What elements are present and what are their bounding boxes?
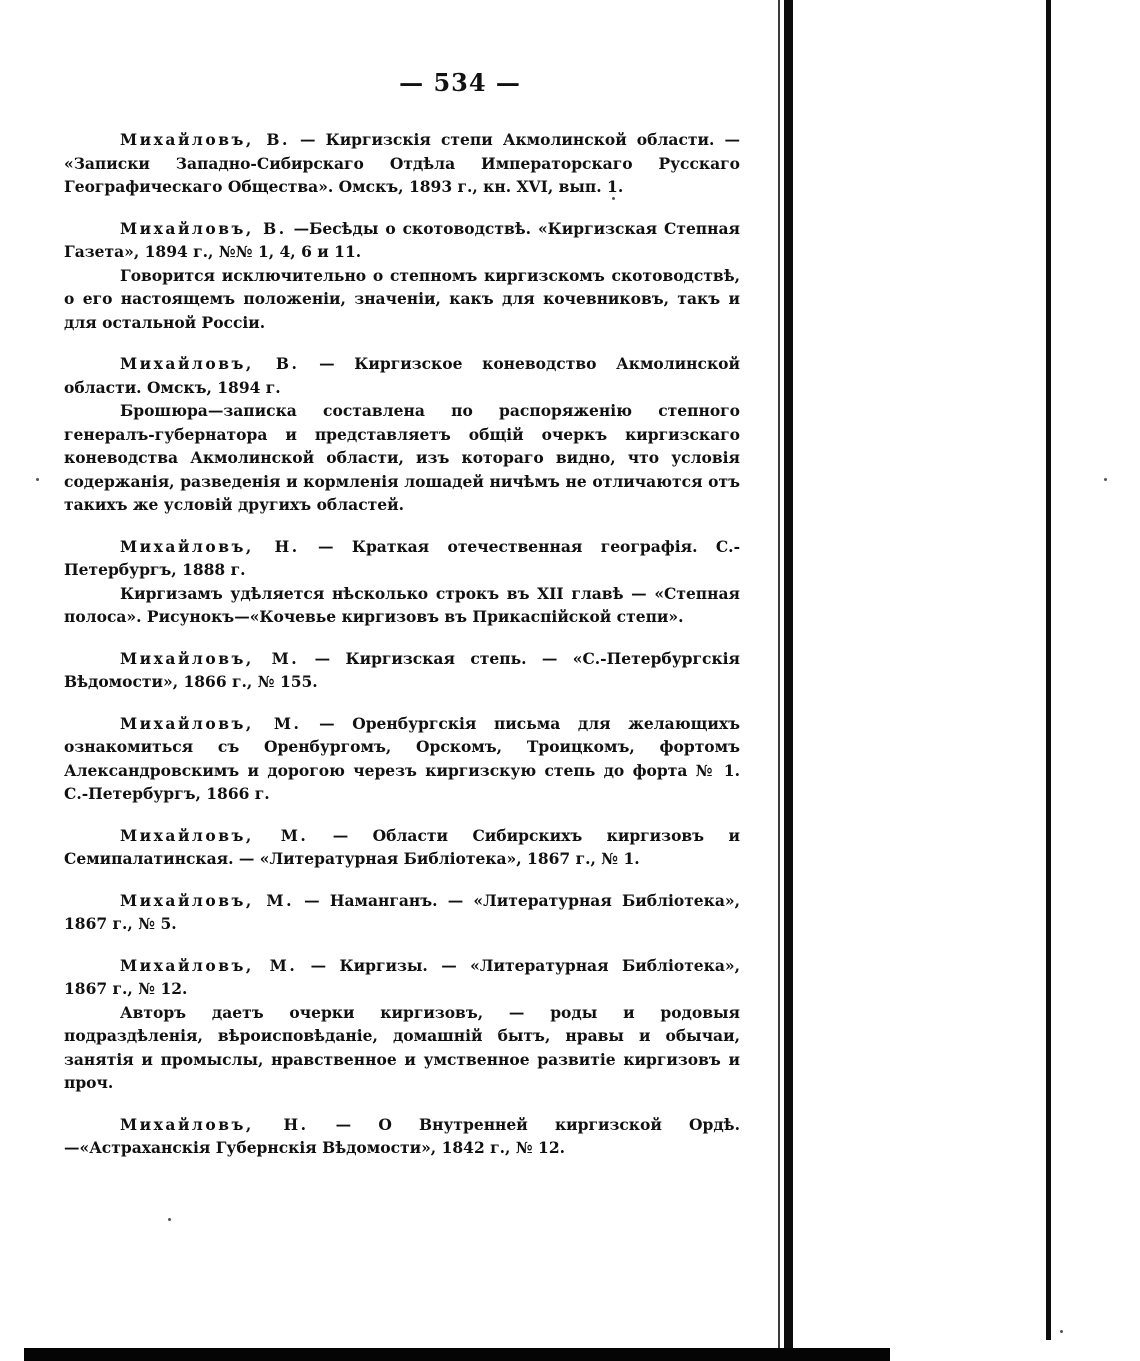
bibliography-list <box>64 128 740 1178</box>
entry-author: Михайловъ, Н. <box>120 536 300 556</box>
bibliography-entry <box>64 647 740 694</box>
entry-author: Михайловъ, М. <box>120 825 309 845</box>
entry-citation <box>64 889 740 936</box>
entry-author: Михайловъ, Н. <box>120 1114 309 1134</box>
bibliography-entry <box>64 217 740 335</box>
entry-author: Михайловъ, В. <box>120 130 290 149</box>
bibliography-entry <box>64 954 740 1095</box>
scan-bottom-border <box>24 1348 890 1361</box>
entry-text: — Киргизы. — «Литературная Библіотека», 1867 г., № 12. <box>64 955 740 998</box>
scan-speck <box>1104 478 1107 481</box>
entry-author: Михайловъ, М. <box>120 648 300 668</box>
entry-author: Михайловъ, М. <box>120 713 302 733</box>
entry-text: — Наманганъ. — «Литературная Библіотека», 1867 г., № 5. <box>64 890 740 933</box>
entry-text: — Краткая отечественная географія. С.-Петербургъ, 1888 г. <box>64 536 741 579</box>
next-page-edge <box>1046 0 1051 1340</box>
bibliography-entry <box>64 889 740 936</box>
entry-citation <box>64 1113 740 1160</box>
bibliography-entry <box>64 128 740 199</box>
scan-speck <box>168 1218 171 1221</box>
bibliography-entry <box>64 352 740 517</box>
bibliography-entry <box>64 712 740 806</box>
entry-annotation: Говорится исключительно о степномъ киргизскомъ скотоводствѣ, о его настоящемъ положеніи, значеніи, какъ для кочевниковъ, такъ и для остальной Россіи. <box>64 265 740 332</box>
entry-text: — Киргизская степь. — «С.-Петербургскія Вѣдомости», 1866 г., № 155. <box>64 648 740 691</box>
bibliography-entry <box>64 824 740 871</box>
entry-text: — Киргизскія степи Акмолинской области. — «Записки Западно-Сибирскаго Отдѣла Императорскаго Русскаго Географическаго Общества». Омскъ, 1893 г., кн. XVI, вып. 1. <box>64 130 740 196</box>
entry-citation <box>64 954 740 1001</box>
entry-text: — Оренбургскія письма для желающихъ ознакомиться съ Оренбургомъ, Орскомъ, Троицкомъ, фортомъ Александровскимъ и дорогою черезъ киргизскую степь до форта № 1. С.-Петербургъ, 1866 г. <box>64 713 740 803</box>
entry-author: Михайловъ, В. <box>120 218 287 238</box>
entry-annotation: Авторъ даетъ очерки киргизовъ, — роды и родовыя подраздѣленія, вѣроисповѣданіе, домашній бытъ, нравы и обычаи, занятія и промыслы, нравственное и умственное развитіе киргизовъ и проч. <box>64 1002 740 1092</box>
entry-text: — О Внутренней киргизской Ордѣ.—«Астраханскія Губернскія Вѣдомости», 1842 г., № 12. <box>64 1114 740 1157</box>
entry-text: —Бесѣды о скотоводствѣ. «Киргизская Степная Газета», 1894 г., №№ 1, 4, 6 и 11. <box>64 218 740 261</box>
scan-speck <box>36 478 39 481</box>
scan-speck <box>612 197 615 200</box>
bibliography-entry <box>64 1113 740 1160</box>
entry-text: — Киргизское коневодство Акмолинской области. Омскъ, 1894 г. <box>64 354 740 397</box>
bibliography-entry <box>64 535 740 629</box>
entry-author: Михайловъ, В. <box>120 354 300 373</box>
entry-citation <box>64 824 740 871</box>
entry-author: Михайловъ, М. <box>120 890 294 910</box>
entry-citation <box>64 352 740 399</box>
binding-shadow-thin <box>778 0 780 1361</box>
page-number: — 534 — <box>399 68 521 97</box>
entry-citation <box>64 647 740 694</box>
entry-annotation: Брошюра—записка составлена по распоряженію степного генералъ-губернатора и представляетъ общій очеркъ киргизскаго коневодства Акмолинской области, изъ котораго видно, что условія содержанія, разведенія и кормленія лошадей ничѣмъ не отличаются отъ такихъ же условій другихъ областей. <box>64 401 740 514</box>
entry-citation <box>64 712 740 806</box>
entry-citation <box>64 535 740 582</box>
entry-author: Михайловъ, М. <box>120 955 298 975</box>
entry-citation <box>64 128 740 199</box>
binding-edge <box>784 0 793 1361</box>
entry-annotation: Киргизамъ удѣляется нѣсколько строкъ въ XII главѣ — «Степная полоса». Рисунокъ—«Кочевье киргизовъ въ Прикаспійской степи». <box>64 583 740 626</box>
entry-citation <box>64 217 740 264</box>
entry-text: — Области Сибирскихъ киргизовъ и Семипалатинская. — «Литературная Библіотека», 1867 г., № 1. <box>64 825 741 868</box>
scan-speck <box>1060 1330 1063 1333</box>
